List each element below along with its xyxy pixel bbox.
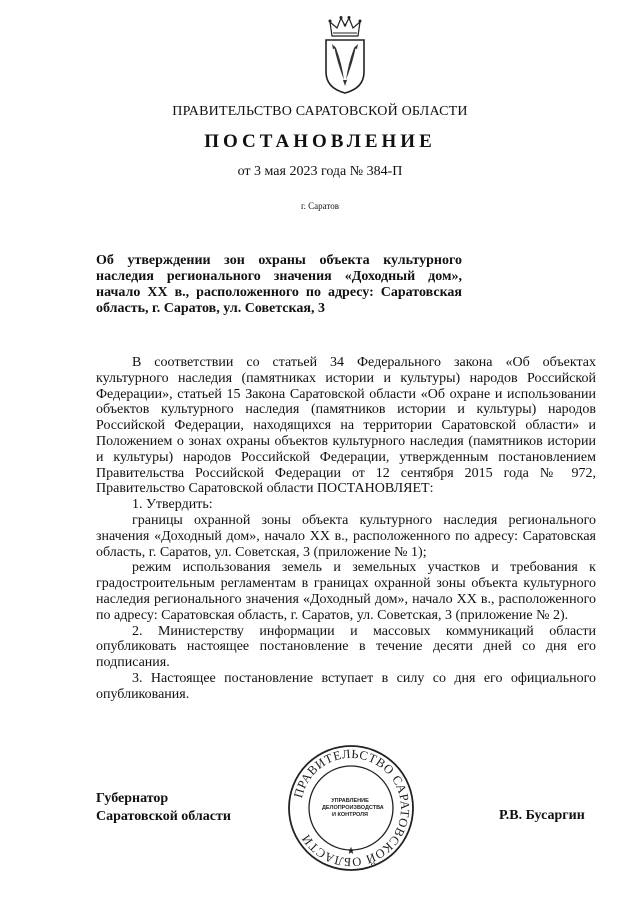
signatory-title-line1: Губернатор [96,791,169,806]
item-1-paragraph: 1. Утвердить: [132,497,213,513]
signatory-title [96,790,231,826]
document-type: ПОСТАНОВЛЕНИЕ [204,131,436,152]
document-subject: Об утверждении зон охраны объекта культурного наследия регионального значения «Доходный дом», начало XX в., расположенного по адресу: Саратовская область, г. Саратов, ул. Советская, 3 [96,253,462,316]
stamp-ring-text: ПРАВИТЕЛЬСТВО САРАТОВСКОЙ ОБЛАСТИ [291,746,413,870]
signatory-name: Р.В. Бусаргин [499,808,585,823]
stamp-center-line1: УПРАВЛЕНИЕ [331,798,369,804]
item-3-paragraph: 3. Настоящее постановление вступает в силу со дня его официального опубликования. [96,670,596,702]
document-city: г. Саратов [301,201,339,211]
star-icon: ★ [346,846,356,857]
stamp-center-line3: И КОНТРОЛЯ [332,812,368,818]
stamp-center-text [322,798,384,819]
coat-of-arms-icon [322,14,368,94]
item-1a-paragraph: границы охранной зоны объекта культурного наследия регионального значения «Доходный дом», начало XX в., расположенного по адресу: Саратовская область, г. Саратов, ул. Советская, 3 (приложение № 1); [96,512,596,560]
document-body [96,355,596,703]
signatory-title-line2: Саратовской области [96,809,231,824]
item-1b-paragraph: режим использования земель и земельных участков и требования к градостроительным регламентам в границах охранной зоны объекта культурного наследия регионального значения «Доходный дом», начало XX в., расположенного по адресу: Саратовская область, г. Саратов, ул. Советская, 3 (приложение № 2). [96,560,596,623]
stamp-center-line2: ДЕЛОПРОИЗВОДСТВА [322,805,384,811]
item-2-paragraph: 2. Министерству информации и массовых коммуникаций области опубликовать настоящее постановление в течение десяти дней со дня его подписания. [96,623,596,671]
organization-name: ПРАВИТЕЛЬСТВО САРАТОВСКОЙ ОБЛАСТИ [172,104,468,119]
document-date-number: от 3 мая 2023 года № 384-П [237,164,403,179]
preamble-paragraph: В соответствии со статьей 34 Федерального закона «Об объектах культурного наследия (памятниках истории и культуры) народов Российской Федерации», статьей 15 Закона Саратовской области «Об охране и использовании объектов культурного наследия (памятников истории и культуры) народов Российской Федерации, находящихся на территории Саратовской области» и Положением о зонах охраны объектов культурного наследия (памятников истории и культуры) народов Российской Федерации, утвержденным постановлением Правительства Российской Федерации от 12 сентября 2015 года № 972, Правительство Саратовской области ПОСТАНОВЛЯЕТ: [96,355,596,497]
